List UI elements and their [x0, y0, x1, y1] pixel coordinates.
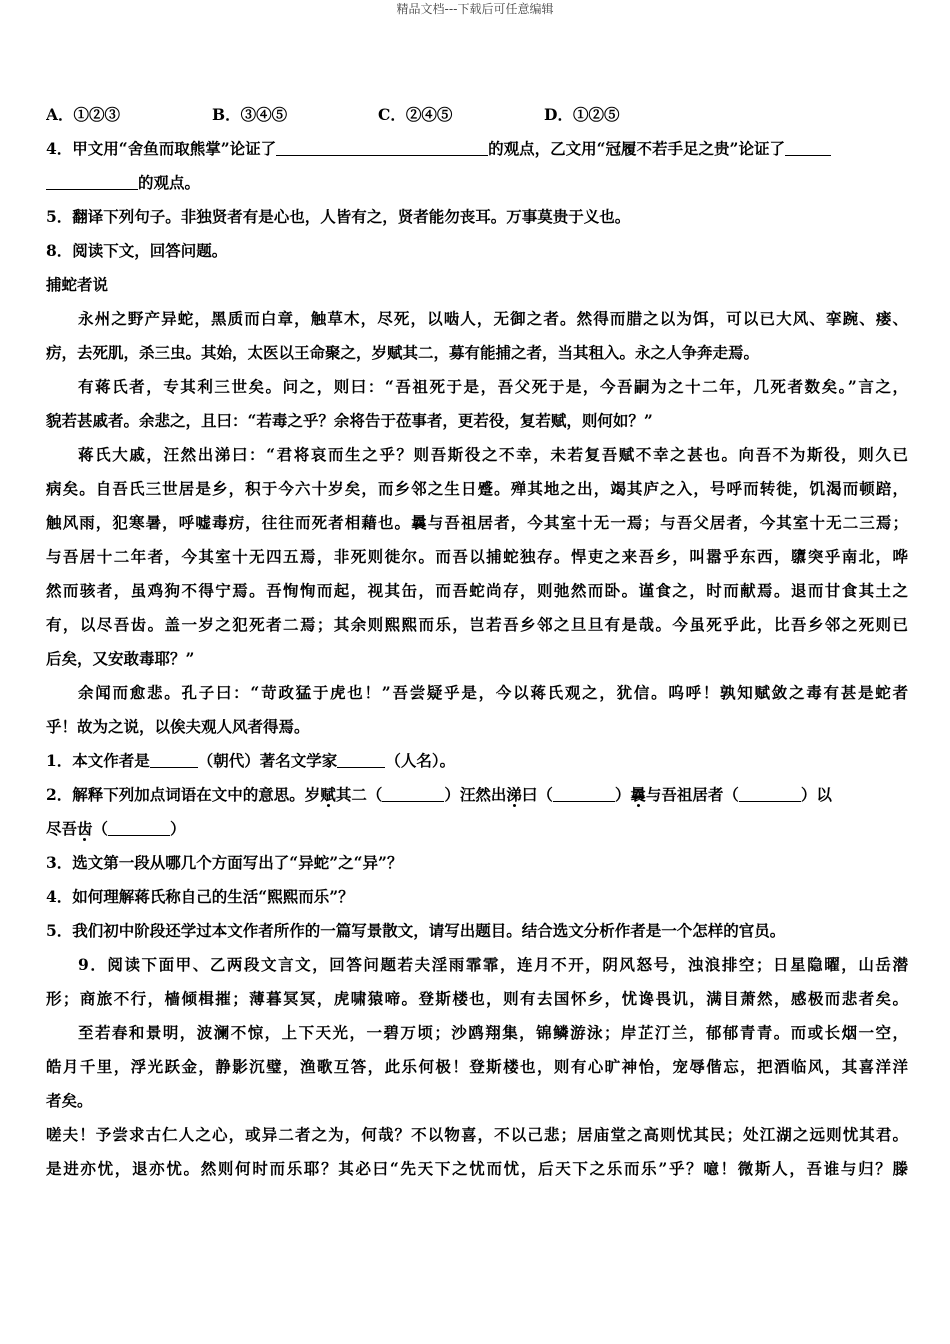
section-9-line: 是进亦忧，退亦忧。然则何时而乐耶？其必曰“先天下之忧而忧，后天下之乐而乐”乎？噫！微斯人，吾谁与归？滕: [46, 1159, 908, 1178]
question-8-4: 4．如何理解蒋氏称自己的生活“熙熙而乐”？: [46, 887, 354, 906]
page-header: 精品文档---下载后可任意编辑: [396, 2, 554, 16]
answer-blank: [150, 749, 198, 768]
passage-line: 余闻而愈悲。孔子曰：“苛政猛于虎也！”吾尝疑乎是，今以蒋氏观之，犹信。呜呼！孰知赋敛之毒有甚是蛇者: [78, 683, 908, 702]
section-9-line: 形；商旅不行，樯倾楫摧；薄暮冥冥，虎啸猿啼。登斯楼也，则有去国怀乡，忧谗畏讥，满目萧然，感极而悲者矣。: [46, 989, 908, 1008]
question-8-1: 1．本文作者是 （朝代）著名文学家 （人名）。: [46, 751, 456, 770]
passage-line: 后矣，又安敢毒耶？”: [46, 649, 195, 668]
dotted-word: 涕: [506, 785, 522, 804]
choice-c: C．②④⑤: [378, 105, 453, 124]
dotted-word: 曩: [630, 785, 646, 804]
passage-line: 蒋氏大戚，汪然出涕曰：“君将哀而生之乎？则吾斯役之不幸，未若复吾赋不幸之甚也。向吾不为斯役，则久已: [78, 445, 908, 464]
passage-line: 有，以尽吾齿。盖一岁之犯死者二焉；其余则熙熙而乐，岂若吾乡邻之旦旦有是哉。今虽死乎此，比吾乡邻之死则已: [46, 615, 908, 634]
choice-b: B．③④⑤: [212, 105, 288, 124]
passage-line: 乎！故为之说，以俟夫观人风者得焉。: [46, 717, 310, 736]
question-8-5: 5．我们初中阶段还学过本文作者所作的一篇写景散文，请写出题目。结合选文分析作者是一个怎样的官员。: [46, 921, 786, 940]
answer-blank: [46, 171, 138, 190]
section-9-line: 至若春和景明，波澜不惊，上下天光，一碧万顷；沙鸥翔集，锦鳞游泳；岸芷汀兰，郁郁青青。而或长烟一空，: [78, 1023, 908, 1042]
passage-line: 触风雨，犯寒暑，呼嘘毒疠，往往而死者相藉也。曩与吾祖居者，今其室十无一焉；与吾父居者，今其室十无二三焉；: [46, 513, 908, 532]
passage-title: 捕蛇者说: [46, 275, 109, 294]
answer-blank: [739, 783, 801, 802]
section-9-line: 者矣。: [46, 1091, 93, 1110]
dotted-word: 赋: [320, 785, 336, 804]
choice-a: A．①②③: [46, 105, 121, 124]
question-5: 5．翻译下列句子。非独贤者有是心也，人皆有之，贤者能勿丧耳。万事莫贵于义也。: [46, 207, 631, 226]
answer-blank: [337, 749, 385, 768]
section-9-line: 9．阅读下面甲、乙两段文言文，回答问题若夫淫雨霏霏，连月不开，阴风怒号，浊浪排空；日星隐曜，山岳潜: [78, 955, 908, 974]
passage-line: 永州之野产异蛇，黑质而白章，触草木，尽死，以啮人，无御之者。然得而腊之以为饵，可以已大风、挛踠、瘘、: [78, 309, 908, 328]
question-8-2-line-1: 2．解释下列加点词语在文中的意思。岁赋其二（ ）汪然出涕曰（ ）曩与吾祖居者（ ）以: [46, 785, 832, 804]
section-8-intro: 8．阅读下文，回答问题。: [46, 241, 228, 260]
passage-line: 疠，去死肌，杀三虫。其始，太医以王命聚之，岁赋其二，募有能捕之者，当其租入。永之人争奔走焉。: [46, 343, 760, 362]
passage-line: 貌若甚戚者。余悲之，且曰：“若毒之乎？余将告于莅事者，更若役，复若赋，则何如？”: [46, 411, 653, 430]
document-body: [46, 98, 908, 1186]
question-8-3: 3．选文第一段从哪几个方面写出了“异蛇”之“异”？: [46, 853, 403, 872]
question-4-line-1: 4．甲文用“舍鱼而取熊掌”论证了 的观点，乙文用“冠履不若手足之贵”论证了: [46, 132, 908, 166]
passage-line: 有蒋氏者，专其利三世矣。问之，则曰：“吾祖死于是，吾父死于是，今吾嗣为之十二年，几死者数矣。”言之，: [78, 377, 908, 396]
passage-line: 病矣。自吾氏三世居是乡，积于今六十岁矣，而乡邻之生日蹙。殚其地之出，竭其庐之入，号呼而转徙，饥渴而顿踣，: [46, 479, 908, 498]
answer-blank: [382, 783, 444, 802]
question-4-line-2: 的观点。: [46, 166, 908, 200]
passage-line: 与吾居十二年者，今其室十无四五焉，非死则徙尔。而吾以捕蛇独存。悍吏之来吾乡，叫嚣乎东西，隳突乎南北，哗: [46, 547, 908, 566]
section-9-line: 皓月千里，浮光跃金，静影沉璧，渔歌互答，此乐何极！登斯楼也，则有心旷神怡，宠辱偕忘，把酒临风，其喜洋洋: [46, 1057, 908, 1076]
answer-blank: [276, 137, 488, 156]
dotted-word: 齿: [77, 819, 93, 838]
choice-d: D．①②⑤: [544, 105, 620, 124]
section-9-line: 嗟夫！予尝求古仁人之心，或异二者之为，何哉？不以物喜，不以己悲；居庙堂之高则忧其民；处江湖之远则忧其君。: [46, 1125, 908, 1144]
passage-line: 然而骇者，虽鸡狗不得宁焉。吾恂恂而起，视其缶，而吾蛇尚存，则弛然而卧。谨食之，时而献焉。退而甘食其土之: [46, 581, 908, 600]
answer-blank: [785, 137, 831, 156]
answer-blank: [553, 783, 615, 802]
answer-choices: [46, 98, 908, 132]
answer-blank: [108, 817, 170, 836]
question-8-2-line-2: 尽吾齿（ ）: [46, 819, 186, 838]
